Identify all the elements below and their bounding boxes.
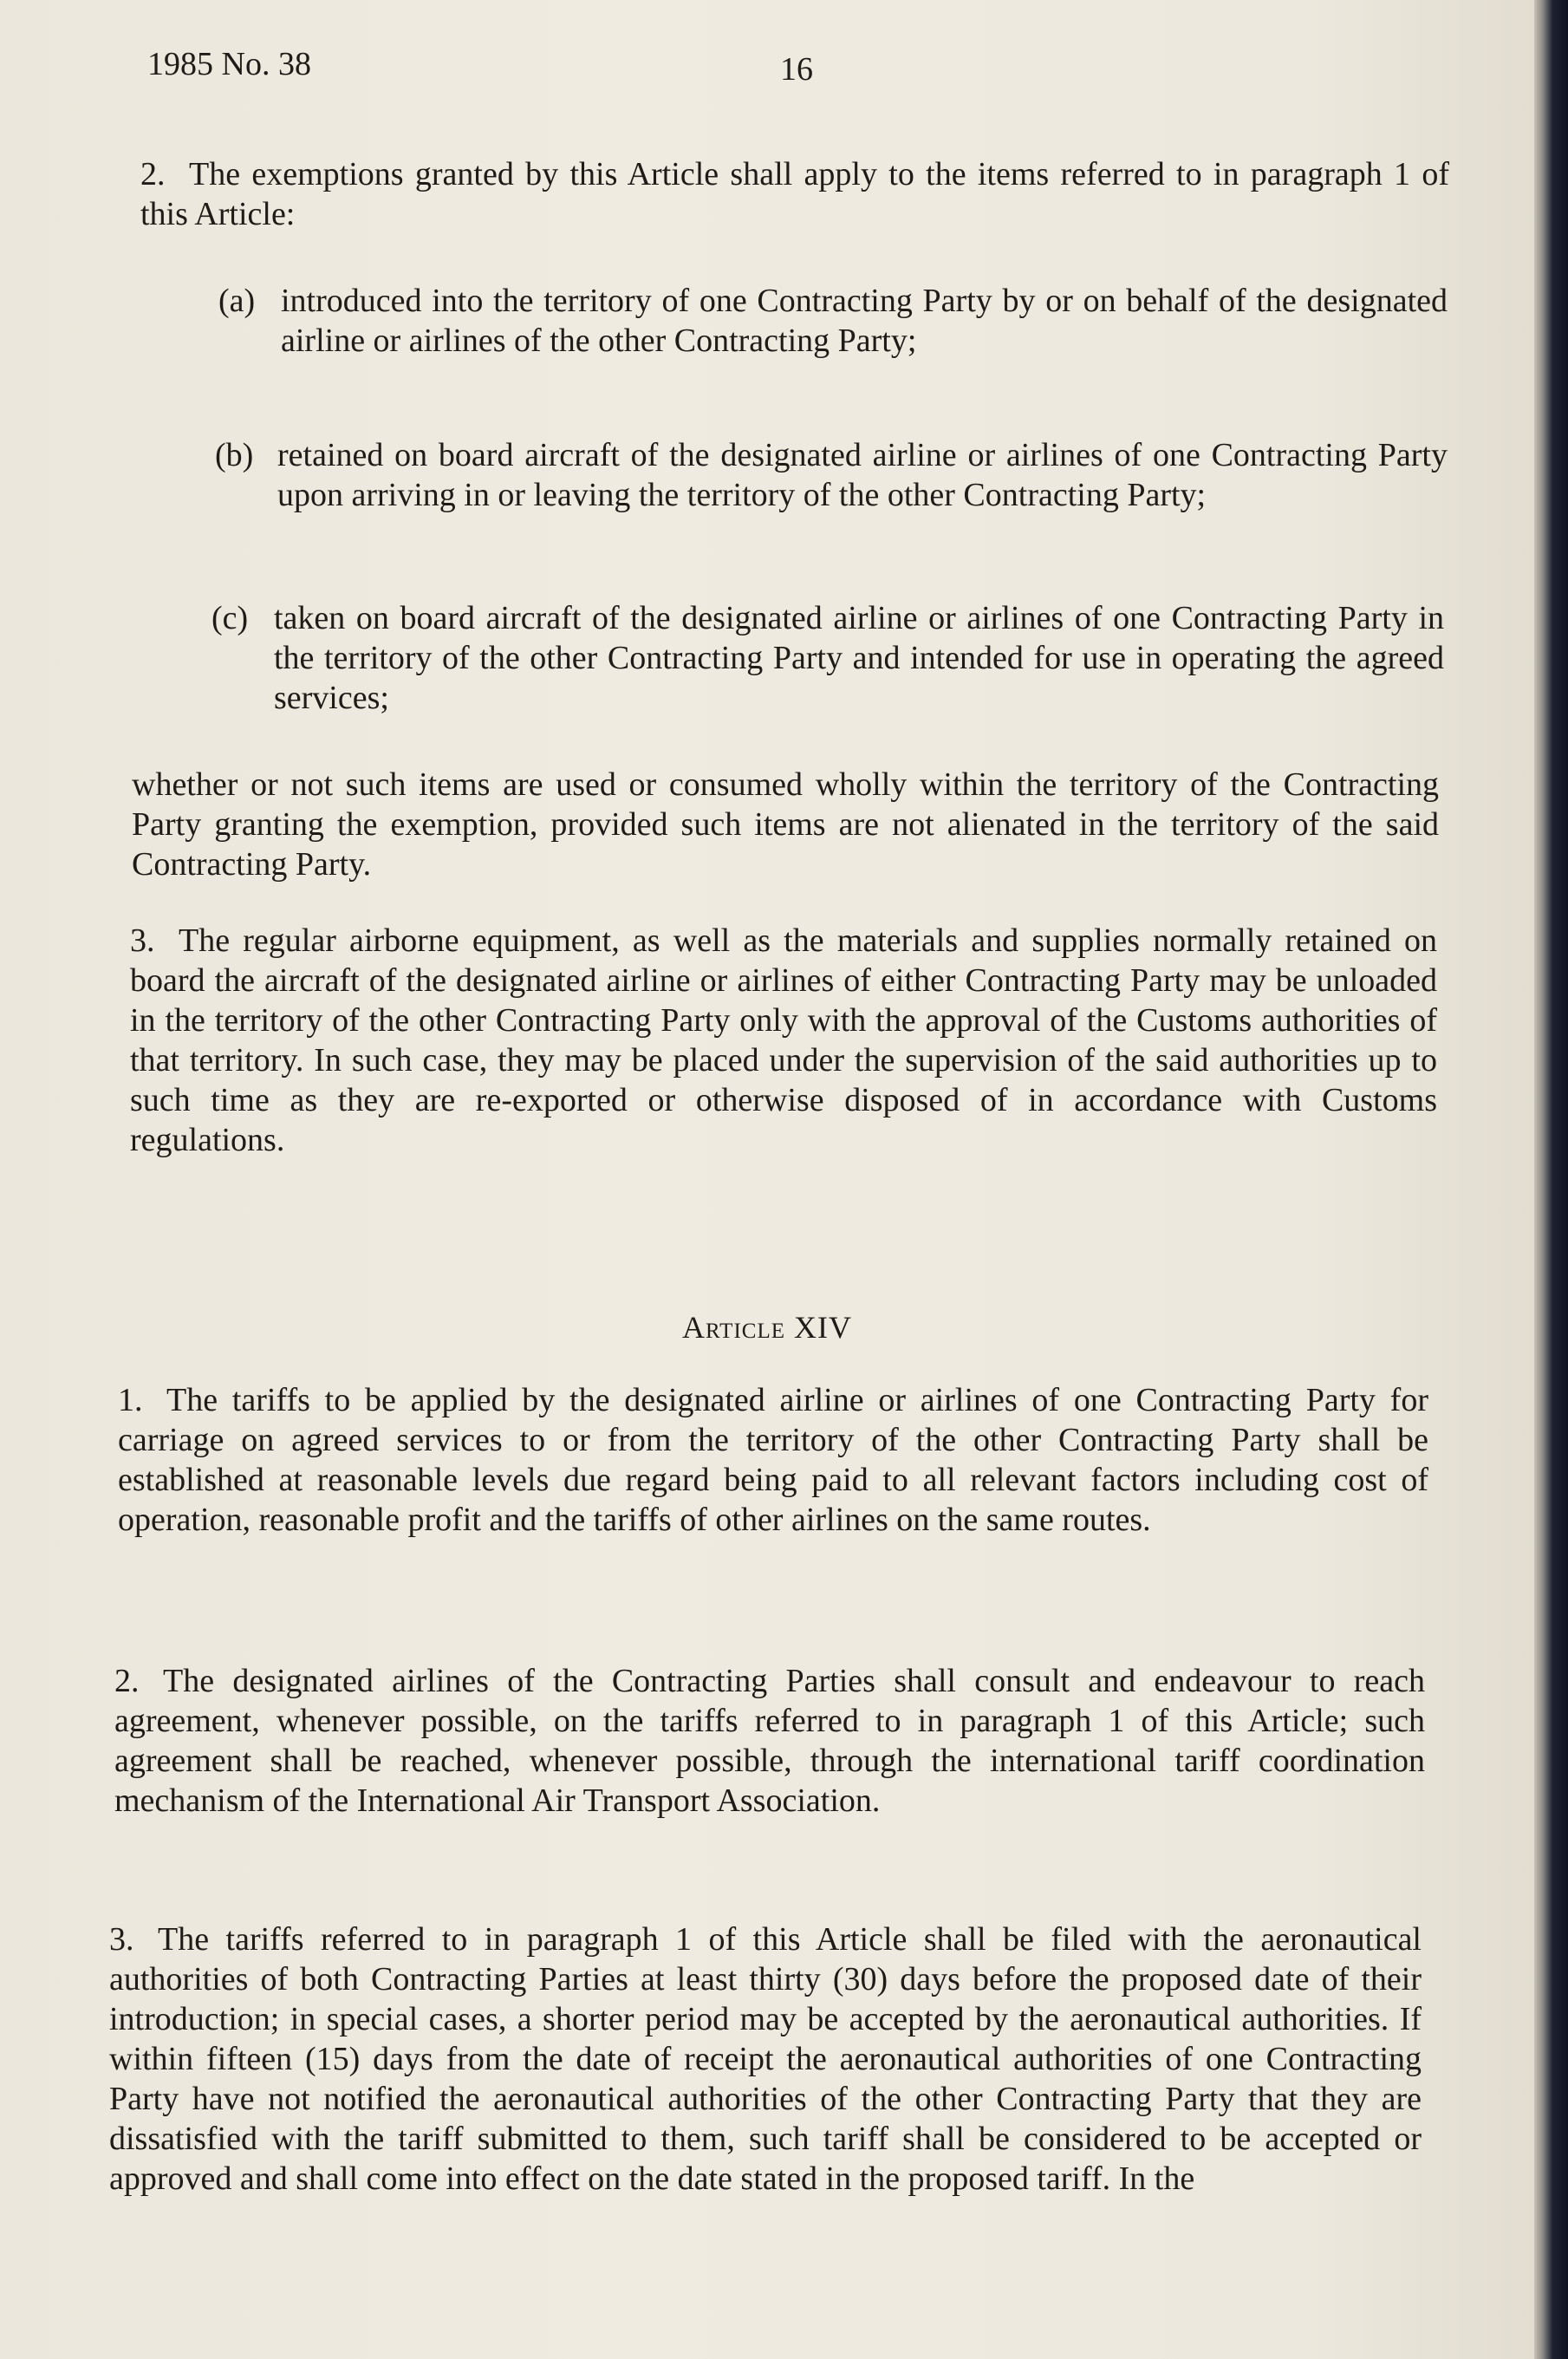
list-item-label: (b) bbox=[215, 437, 254, 473]
article-paragraph-2 bbox=[114, 1661, 1425, 1821]
article-paragraph-3 bbox=[109, 1919, 1422, 2199]
list-item-b bbox=[215, 435, 1448, 515]
page-header bbox=[147, 45, 1448, 97]
paragraph-text: whether or not such items are used or consumed wholly within the territory of the Contracting Party granting the exemption, provided such items are not alienated in the territory of the said Contracting Party. bbox=[132, 766, 1439, 883]
list-item-text: taken on board aircraft of the designated airline or airlines of one Contracting Party in the territory of the other Contracting Party and intended for use in operating the agreed services; bbox=[274, 600, 1444, 716]
list-item-c bbox=[211, 598, 1444, 718]
paragraph-text: The designated airlines of the Contracting Parties shall consult and endeavour to reach agreement, whenever possible, on the tariffs referred to in paragraph 1 of this Article; such agreement shall be reached, whenever possible, through the international tariff coordination mechanism of the International Air Transport Association. bbox=[114, 1663, 1425, 1819]
list-item-label: (a) bbox=[218, 283, 256, 319]
paragraph-number: 2. bbox=[140, 156, 166, 192]
document-reference: 1985 No. 38 bbox=[147, 46, 311, 82]
paragraph-3 bbox=[130, 921, 1437, 1160]
paragraph-text: The regular airborne equipment, as well as the materials and supplies normally retained on board the aircraft of the designated airline or airlines of either Contracting Party may be unloaded in the territory of the other Contracting Party only with the approval of the Customs authorities of that territory. In such case, they may be placed under the supervision of the said authorities up to such time as they are re-exported or otherwise disposed of in accordance with Customs regulations. bbox=[130, 922, 1437, 1158]
article-heading: Article XIV bbox=[682, 1310, 852, 1345]
paragraph-text: The exemptions granted by this Article shall apply to the items referred to in paragraph 1 of this Article: bbox=[140, 156, 1449, 232]
article-paragraph-1 bbox=[118, 1380, 1428, 1540]
paragraph-number: 3. bbox=[109, 1921, 134, 1958]
paragraph-number: 3. bbox=[130, 922, 155, 959]
list-item-label: (c) bbox=[211, 600, 249, 636]
closing-paragraph bbox=[132, 765, 1439, 884]
paragraph-number: 2. bbox=[114, 1663, 140, 1699]
list-item-a bbox=[218, 281, 1448, 361]
book-spine-edge bbox=[1534, 0, 1568, 2359]
list-item-text: retained on board aircraft of the designated airline or airlines of one Contracting Party upon arriving in or leaving the territory of the other Contracting Party; bbox=[277, 437, 1448, 513]
paragraph-number: 1. bbox=[118, 1382, 143, 1418]
paragraph-text: The tariffs to be applied by the designated airline or airlines of one Contracting Party for carriage on agreed services to or from the territory of the other Contracting Party shall be established at reasonable levels due regard being paid to all relevant factors including cost of operation, reasonable profit and the tariffs of other airlines on the same routes. bbox=[118, 1382, 1428, 1538]
paragraph-2 bbox=[140, 154, 1449, 234]
page-number: 16 bbox=[780, 51, 813, 88]
paragraph-text: The tariffs referred to in paragraph 1 of this Article shall be filed with the aeronautical authorities of both Contracting Parties at least thirty (30) days before the proposed date of their introduction; in special cases, a shorter period may be accepted by the aeronautical authorities. If within fifteen (15) days from the date of receipt the aeronautical authorities of one Contracting Party have not notified the aeronautical authorities of the other Contracting Party that they are dissatisfied with the tariff submitted to them, such tariff shall be considered to be accepted or approved and shall come into effect on the date stated in the proposed tariff. In the bbox=[109, 1921, 1422, 2197]
list-item-text: introduced into the territory of one Contracting Party by or on behalf of the designated airline or airlines of the other Contracting Party; bbox=[281, 283, 1448, 359]
